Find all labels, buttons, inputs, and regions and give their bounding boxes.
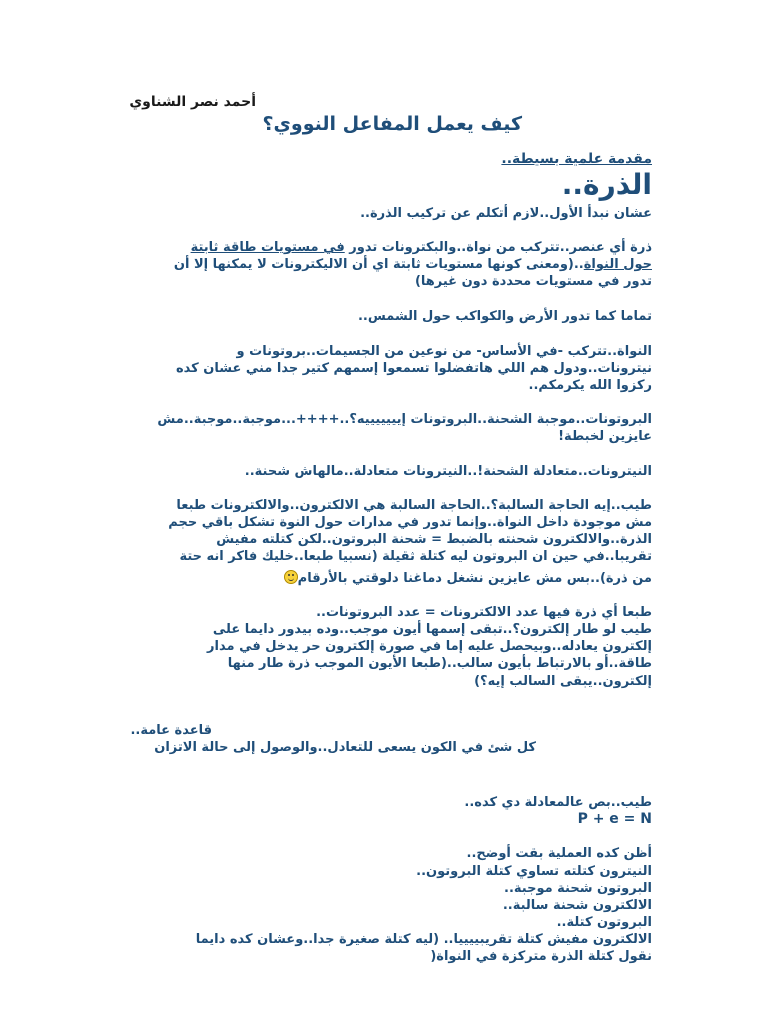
paragraph-line: تقريبا..في حين ان البروتون ليه كتلة ثقيلة (نسبيا طبعا..خليك فاكر انه حتة [179, 549, 652, 564]
paragraph-line: تماما كما تدور الأرض والكواكب حول الشمس.. [357, 309, 652, 324]
paragraph-line: نيترونات..ودول هم اللي هاتفضلوا تسمعوا إسمهم كتير جدا مني عشان كده [175, 361, 652, 376]
paragraph-line: مش موجودة داخل النواة..وإنما تدور في مدارات حول النوة تشكل باقي حجم [168, 515, 652, 530]
paragraph-line: حول النواة..(ومعنى كونها مستويات ثابتة اي أن الاليكترونات لا يمكنها إلا أن [173, 257, 652, 272]
section-heading: الذرة.. [561, 168, 652, 201]
paragraph-line: إلكترون..يبقى السالب إيه؟) [474, 674, 652, 689]
paragraph-line: عشان نبدأ الأول..لازم أتكلم عن تركيب الذرة.. [360, 206, 652, 221]
rule-heading: قاعدة عامة.. [130, 723, 212, 738]
author-name: أحمد نصر الشناوي [129, 94, 256, 110]
paragraph-line: البروتونات..موجبة الشحنة..البروتونات إيييييييه؟..++++...موجبة..موجبة..مش [157, 412, 652, 427]
paragraph-line: ذرة أي عنصر..تتركب من نواة..والبكترونات تدور في مستويات طاقة ثابتة [190, 240, 652, 255]
paragraph-line: النواة..تتركب -في الأساس- من نوعين من الجسيمات..بروتونات و [236, 344, 652, 359]
rule-text: كل شئ في الكون يسعى للتعادل..والوصول إلى حالة الاتزان [154, 740, 536, 755]
paragraph-line: إلكترون يعادله..وبيحصل عليه إما في صورة إلكترون حر يدخل في مدار [207, 639, 652, 654]
paragraph-line: تدور في مستويات محددة دون غيرها) [414, 274, 652, 289]
paragraph-line: أظن كده العملية بقت أوضح.. [466, 846, 652, 861]
paragraph-line: الالكترون مفيش كتلة تقريبييييا.. (ليه كتلة صغيرة جدا..وعشان كده دايما [195, 932, 652, 947]
page-title: كيف يعمل المفاعل النووي؟ [262, 113, 522, 135]
paragraph-line: عايزين لخبطة! [558, 429, 652, 444]
paragraph-line: من ذرة)..بس مش عايزين نشغل دماغنا دلوقتي بالأرقام [280, 570, 652, 587]
paragraph-line: النيترون كتلته تساوي كتلة البروتون.. [416, 864, 652, 879]
paragraph-line: البروتون شحنة موجبة.. [504, 881, 652, 896]
paragraph-line: طيب..إيه الحاجة السالبة؟..الحاجة السالبة هي الالكترون..والالكترونات طبعا [176, 498, 652, 513]
paragraph-line: طيب..بص عالمعادلة دي كده.. [464, 795, 652, 810]
equation: P + e = N [577, 811, 652, 827]
paragraph-line: طبعا أي ذرة فيها عدد الالكترونات = عدد البروتونات.. [316, 605, 652, 620]
paragraph-line: الالكترون شحنة سالبة.. [502, 898, 652, 913]
paragraph-line: طيب لو طار إلكترون؟..تبقى إسمها أيون موجب..وده بيدور دايما على [212, 622, 652, 637]
paragraph-line: ركزوا الله يكرمكم.. [528, 378, 652, 393]
paragraph-line: نقول كتلة الذرة متركزة في النواة( [430, 949, 652, 964]
paragraph-line: الذرة..والالكترون شحنته بالضبط = شحنة البروتون..لكن كتلته مفيش [216, 532, 652, 547]
intro-heading: مقدمة علمية بسيطة.. [501, 151, 652, 167]
smiley-icon [284, 570, 298, 584]
paragraph-line: النيترونات..متعادلة الشحنة!..النيترونات متعادلة..مالهاش شحنة.. [244, 464, 652, 479]
paragraph-line: البروتون كتلة.. [556, 915, 652, 930]
paragraph-line: طاقة..أو بالارتباط بأيون سالب..(طبعا الأيون الموجب ذرة طار منها [227, 656, 652, 671]
